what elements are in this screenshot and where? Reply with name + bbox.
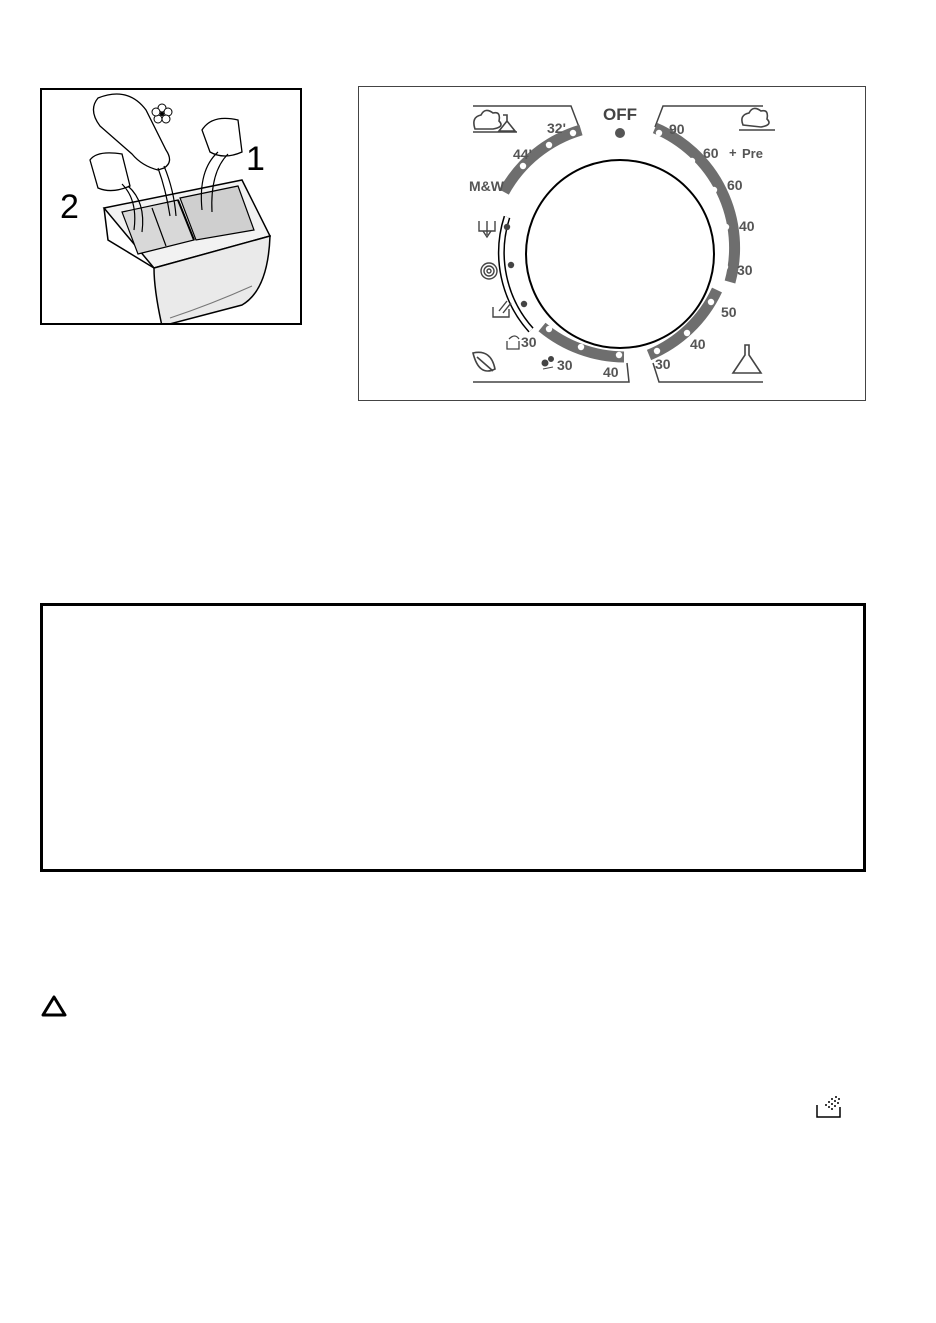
drain-icon	[479, 221, 495, 237]
label-30-delicate-b: 30	[557, 357, 573, 373]
rinse-icon	[814, 1093, 844, 1119]
off-indicator-dot	[615, 128, 625, 138]
information-frame	[40, 603, 866, 872]
program-dial-drawing	[359, 87, 864, 399]
label-30: 30	[737, 262, 753, 278]
hand-wash-icon	[507, 336, 519, 349]
label-plus: +	[729, 145, 737, 160]
cotton-icon	[739, 108, 775, 130]
label-90: 90	[669, 121, 685, 137]
off-label: OFF	[603, 105, 637, 124]
cotton-quick-icon	[473, 110, 517, 132]
label-wool: M&W	[469, 178, 504, 194]
label-30-delicate-a: 30	[521, 334, 537, 350]
label-60-pre: 60	[703, 145, 719, 161]
label-40: 40	[739, 218, 755, 234]
warning-triangle-icon	[40, 994, 68, 1018]
label-40-synth: 40	[690, 336, 706, 352]
label-30-synth: 30	[655, 356, 671, 372]
silk-icon	[542, 357, 554, 370]
program-knob[interactable]	[526, 160, 714, 348]
detergent-drawer-illustration	[40, 88, 302, 325]
softener-flower-icon	[152, 104, 172, 123]
synthetics-icon	[733, 345, 761, 373]
label-44min: 44'	[513, 146, 532, 162]
drawer-drawing	[42, 90, 300, 323]
label-60: 60	[727, 177, 743, 193]
delicates-leaf-icon	[473, 352, 495, 371]
label-50: 50	[721, 304, 737, 320]
label-40-delicate: 40	[603, 364, 619, 380]
program-dial-panel	[358, 86, 866, 401]
compartment-2-label: 2	[60, 188, 79, 226]
spin-icon	[481, 263, 497, 279]
label-32min: 32'	[547, 120, 566, 136]
compartment-1-label: 1	[246, 140, 265, 178]
rinse-icon	[493, 301, 511, 317]
label-pre: Pre	[742, 146, 763, 161]
